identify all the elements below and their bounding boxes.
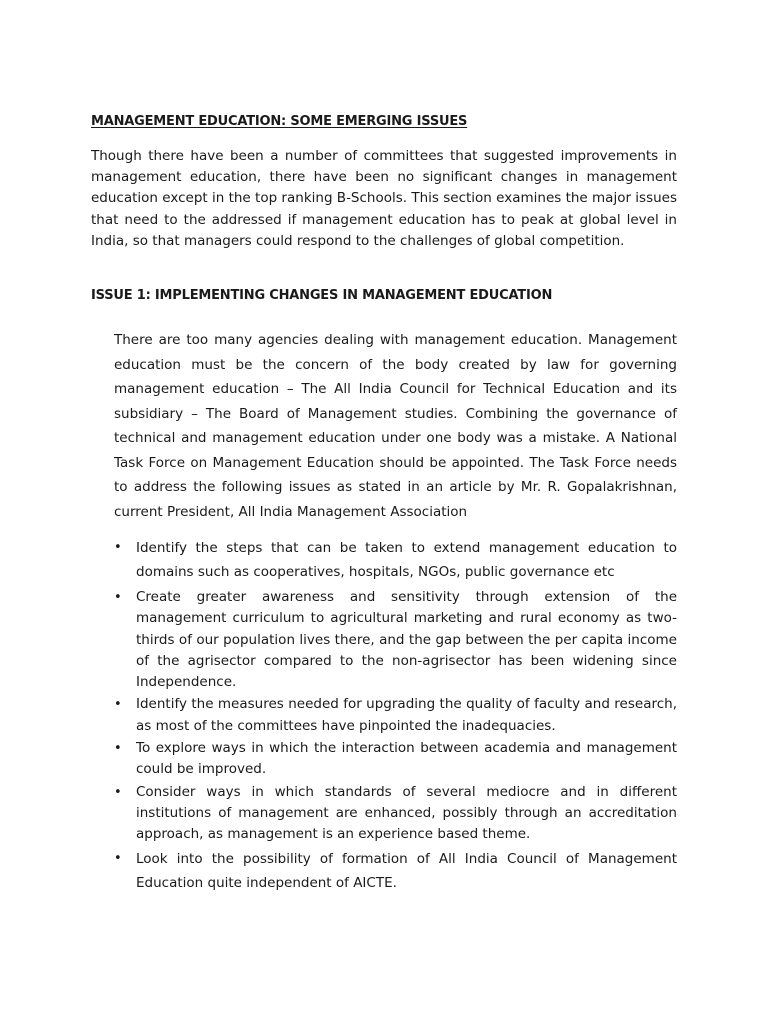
bullet-icon: • xyxy=(114,590,122,605)
bullet-text: Look into the possibility of formation of All India Council of Management Education quite independent of AICTE. xyxy=(136,850,677,891)
issue-bullet-list xyxy=(114,536,677,895)
bullet-icon: • xyxy=(114,540,122,555)
bullet-item xyxy=(114,536,677,584)
bullet-icon: • xyxy=(114,697,122,713)
bullet-icon: • xyxy=(114,741,122,757)
bullet-text: Consider ways in which standards of several mediocre and in different institutions of management are enhanced, possibly through an accreditation approach, as management is an experience based theme. xyxy=(136,783,677,843)
bullet-item xyxy=(114,847,677,895)
bullet-icon: • xyxy=(114,850,122,866)
bullet-text: Identify the steps that can be taken to extend management education to domains such as cooperatives, hospitals, NGOs, public governance etc xyxy=(136,540,677,580)
issue-paragraph: There are too many agencies dealing with management education. Management education must be the concern of the body created by law for governing management education – The All India Council for Technical Education and its subsidiary – The Board of Management studies. Combining the governance of technical and management education under one body was a mistake. A National Task Force on Management Education should be appointed. The Task Force needs to address the following issues as stated in an article by Mr. R. Gopalakrishnan, current President, All India Management Association xyxy=(114,332,677,520)
section-heading: MANAGEMENT EDUCATION: SOME EMERGING ISSUES xyxy=(91,114,468,129)
bullet-text: Identify the measures needed for upgrading the quality of faculty and research, as most of the committees have pinpointed the inadequacies. xyxy=(136,696,677,734)
bullet-icon: • xyxy=(114,784,122,800)
bullet-item xyxy=(114,782,677,846)
bullet-item xyxy=(114,738,677,781)
bullet-item xyxy=(114,694,677,737)
bullet-item xyxy=(114,587,677,693)
bullet-text: Create greater awareness and sensitivity through extension of the management curriculum to agricultural marketing and rural economy as two-thirds of our population lives there, and the gap between the per capita income of the agrisector compared to the non-agrisector has been widening since Independence. xyxy=(136,589,677,691)
bullet-text: To explore ways in which the interaction between academia and management could be improved. xyxy=(136,740,677,778)
intro-paragraph: Though there have been a number of committees that suggested improvements in management education, there have been no significant changes in management education except in the top ranking B-Schools. This section examines the major issues that need to the addressed if management education has to peak at global level in India, so that managers could respond to the challenges of global competition. xyxy=(91,148,678,249)
issue-heading: ISSUE 1: IMPLEMENTING CHANGES IN MANAGEMENT EDUCATION xyxy=(91,288,553,303)
